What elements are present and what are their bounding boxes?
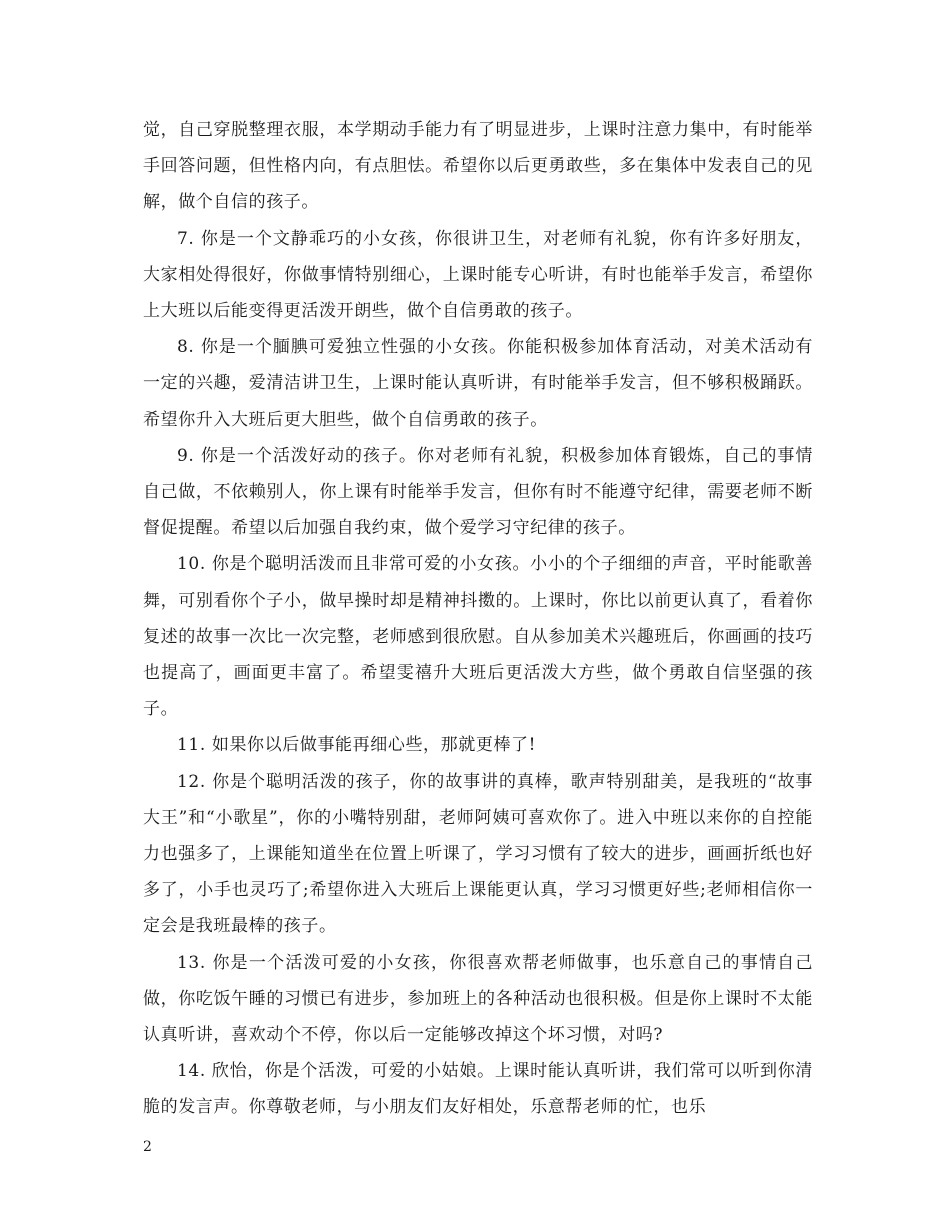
paragraph-item-8: 8. 你是一个腼腆可爱独立性强的小女孩。你能积极参加体育活动，对美术活动有一定的兴趣，爱清洁讲卫生，上课时能认真听讲，有时能举手发言，但不够积极踊跃。希望你升入大班后更大胆些，做个自信勇敢的孩子。 [143,337,813,430]
paragraph-item-10: 10. 你是个聪明活泼而且非常可爱的小女孩。小小的个子细细的声音，平时能歌善舞，可别看你个子小，做早操时却是精神抖擞的。上课时，你比以前更认真了，看着你复述的故事一次比一次完整，老师感到很欣慰。自从参加美术兴趣班后，你画画的技巧也提高了，画面更丰富了。希望雯禧升大班后更活泼大方些，做个勇敢自信坚强的孩子。 [143,554,813,720]
paragraph-item-14: 14. 欣怡，你是个活泼，可爱的小姑娘。上课时能认真听讲，我们常可以听到你清脆的发言声。你尊敬老师，与小朋友们友好相处，乐意帮老师的忙，也乐 [143,1061,813,1118]
paragraph-item-13: 13. 你是一个活泼可爱的小女孩，你很喜欢帮老师做事，也乐意自己的事情自己做，你吃饭午睡的习惯已有进步，参加班上的各种活动也很积极。但是你上课时不太能认真听讲，喜欢动个不停，你以后一定能够改掉这个坏习惯，对吗? [143,952,813,1046]
paragraph-item-12: 12. 你是个聪明活泼的孩子，你的故事讲的真棒，歌声特别甜美，是我班的“故事大王”和“小歌星”，你的小嘴特别甜，老师阿姨可喜欢你了。进入中班以来你的自控能力也强多了，上课能知道坐在位置上听课了，学习习惯有了较大的进步，画画折纸也好多了，小手也灵巧了;希望你进入大班后上课能更认真，学习习惯更好些;老师相信你一定会是我班最棒的孩子。 [143,771,813,937]
document-body [143,112,813,1126]
paragraph-item-7: 7. 你是一个文静乖巧的小女孩，你很讲卫生，对老师有礼貌，你有许多好朋友，大家相处得很好，你做事情特别细心，上课时能专心听讲，有时也能举手发言，希望你上大班以后能变得更活泼开朗些，做个自信勇敢的孩子。 [143,228,813,322]
page-number: 2 [143,1139,152,1155]
paragraph-item-9: 9. 你是一个活泼好动的孩子。你对老师有礼貌，积极参加体育锻炼，自己的事情自己做，不依赖别人，你上课有时能举手发言，但你有时不能遵守纪律，需要老师不断督促提醒。希望以后加强自我约束，做个爱学习守纪律的孩子。 [143,445,813,539]
paragraph-continuation: 觉，自己穿脱整理衣服，本学期动手能力有了明显进步，上课时注意力集中，有时能举手回答问题，但性格内向，有点胆怯。希望你以后更勇敢些，多在集体中发表自己的见解，做个自信的孩子。 [143,120,813,213]
paragraph-item-11: 11. 如果你以后做事能再细心些，那就更棒了! [177,735,537,756]
